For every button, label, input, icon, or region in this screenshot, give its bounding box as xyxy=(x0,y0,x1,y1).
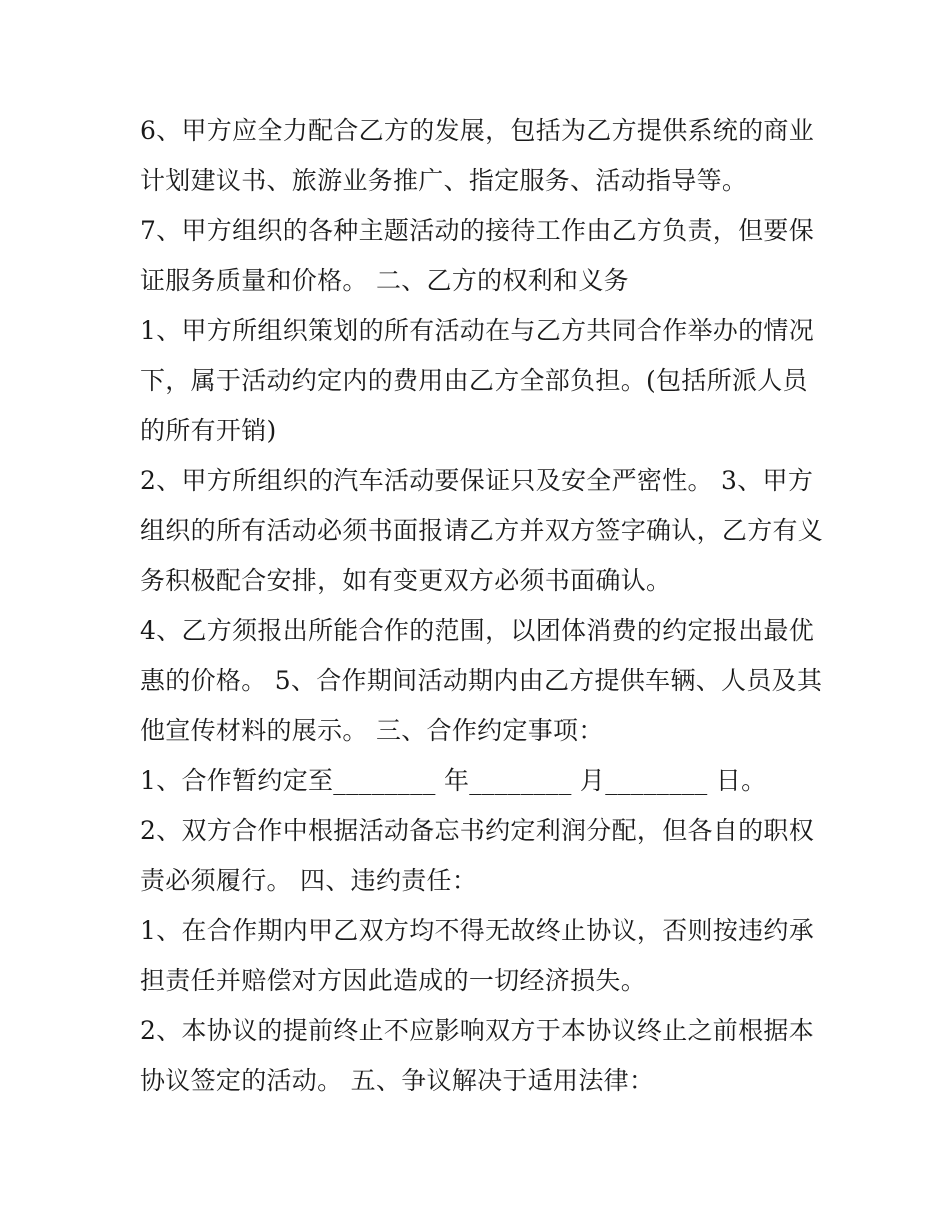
text-line: 责必须履行。 四、违约责任： xyxy=(140,866,478,895)
text-line: 务积极配合安排，如有变更双方必须书面确认。 xyxy=(140,566,672,595)
text-line: 的所有开销) xyxy=(140,416,277,445)
date-fill-line: 1、合作暂约定至________ 年________ 月________ 日。 xyxy=(140,766,767,795)
text-line: 2、双方合作中根据活动备忘书约定利润分配，但各自的职权 xyxy=(140,816,815,845)
text-line: 下，属于活动约定内的费用由乙方全部负担。(包括所派人员 xyxy=(140,366,808,395)
text-line: 组织的所有活动必须书面报请乙方并双方签字确认，乙方有义 xyxy=(140,516,824,545)
text-line: 7、甲方组织的各种主题活动的接待工作由乙方负责，但要保 xyxy=(140,216,815,245)
text-line: 证服务质量和价格。 二、乙方的权利和义务 xyxy=(140,266,629,295)
text-line: 惠的价格。 5、合作期间活动期内由乙方提供车辆、人员及其 xyxy=(140,666,823,695)
text-line: 1、甲方所组织策划的所有活动在与乙方共同合作举办的情况 xyxy=(140,316,815,345)
text-line: 4、乙方须报出所能合作的范围，以团体消费的约定报出最优 xyxy=(140,616,815,645)
text-line: 1、在合作期内甲乙双方均不得无故终止协议，否则按违约承 xyxy=(140,916,815,945)
text-line: 他宣传材料的展示。 三、合作约定事项： xyxy=(140,716,604,745)
text-line: 2、本协议的提前终止不应影响双方于本协议终止之前根据本 xyxy=(140,1016,815,1045)
text-line: 担责任并赔偿对方因此造成的一切经济损失。 xyxy=(140,966,647,995)
text-line: 2、甲方所组织的汽车活动要保证只及安全严密性。 3、甲方 xyxy=(140,466,814,495)
text-line: 6、甲方应全力配合乙方的发展，包括为乙方提供系统的商业 xyxy=(140,116,815,145)
text-line: 协议签定的活动。 五、争议解决于适用法律： xyxy=(140,1066,655,1095)
text-line: 计划建议书、旅游业务推广、指定服务、活动指导等。 xyxy=(140,166,748,195)
document-body xyxy=(140,106,824,1106)
